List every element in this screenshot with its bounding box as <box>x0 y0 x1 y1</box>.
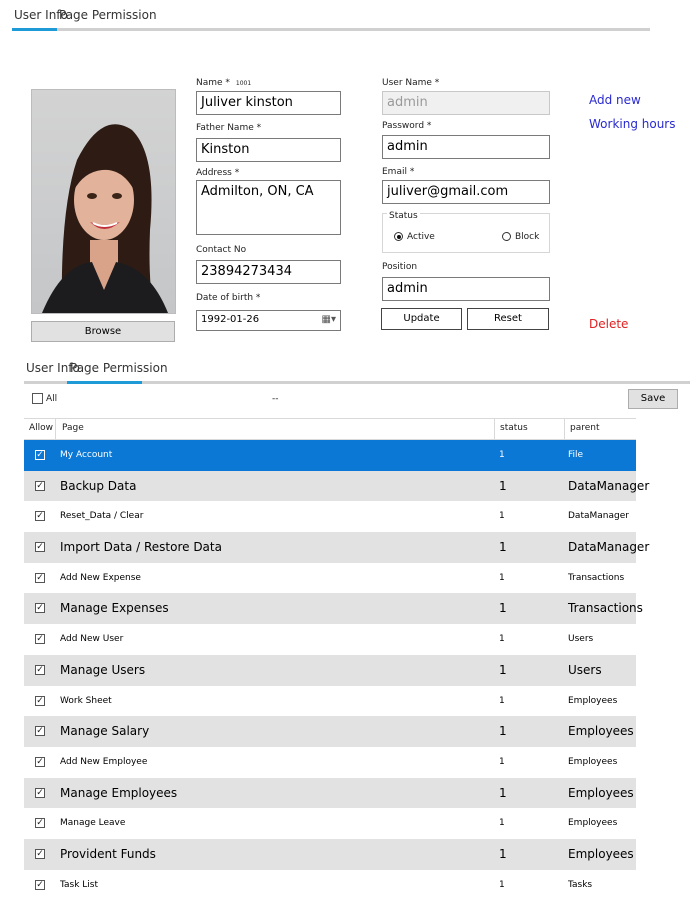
table-row[interactable] <box>24 532 650 563</box>
add-new-link[interactable]: Add new <box>589 93 641 107</box>
allow-checkbox[interactable]: ✓ <box>36 879 44 890</box>
cell-status: 1 <box>499 572 505 583</box>
cell-status: 1 <box>499 785 507 800</box>
table-row[interactable] <box>24 655 636 686</box>
active-tab-indicator <box>12 28 57 31</box>
password-field[interactable]: admin <box>382 135 550 159</box>
inner-tab-page-permission[interactable]: Page Permission <box>70 361 168 375</box>
cell-status: 1 <box>499 511 505 522</box>
tab-page-permission[interactable]: Page Permission <box>59 8 157 22</box>
table-row[interactable] <box>24 593 643 624</box>
calendar-dropdown-icon[interactable]: ▦▾ <box>321 314 336 325</box>
table-row[interactable] <box>24 839 636 870</box>
cell-page: Manage Leave <box>60 818 126 829</box>
allow-checkbox[interactable]: ✓ <box>36 695 44 706</box>
email-label: Email * <box>382 167 415 177</box>
table-row[interactable] <box>24 870 636 900</box>
cell-status: 1 <box>499 818 505 829</box>
select-all-checkbox[interactable] <box>32 393 43 404</box>
cell-page: Task List <box>60 879 99 890</box>
dob-value: 1992-01-26 <box>201 314 260 325</box>
contact-field[interactable]: 23894273434 <box>196 260 341 284</box>
dob-label: Date of birth * <box>196 293 261 303</box>
grid-body <box>24 440 650 900</box>
position-label: Position <box>382 262 418 272</box>
password-label: Password * <box>382 121 432 131</box>
cell-parent: Employees <box>568 818 618 829</box>
cell-parent: Transactions <box>568 572 625 583</box>
cell-page: Backup Data <box>60 478 137 493</box>
cell-page: Add New User <box>60 634 124 645</box>
col-allow[interactable]: Allow <box>29 423 54 433</box>
allow-checkbox[interactable]: ✓ <box>36 542 44 553</box>
col-divider <box>494 419 495 439</box>
table-row[interactable] <box>24 624 636 655</box>
table-row[interactable] <box>24 686 636 717</box>
cell-parent: Employees <box>568 785 634 800</box>
cell-page: Add New Employee <box>60 756 148 767</box>
table-row[interactable] <box>24 471 650 502</box>
status-active-label[interactable]: Active <box>407 232 435 242</box>
cell-page: My Account <box>60 450 113 460</box>
col-divider <box>55 419 56 439</box>
allow-checkbox[interactable]: ✓ <box>36 572 44 583</box>
tab-user-info[interactable]: User Info <box>14 8 68 22</box>
table-row[interactable] <box>24 808 636 839</box>
cell-status: 1 <box>499 634 505 645</box>
dob-picker[interactable] <box>196 310 341 331</box>
select-all-label: All <box>46 394 58 404</box>
cell-parent: Tasks <box>568 879 593 890</box>
working-hours-link[interactable]: Working hours <box>589 117 676 131</box>
table-row[interactable] <box>24 501 636 532</box>
allow-checkbox[interactable]: ✓ <box>36 480 44 491</box>
col-status[interactable]: status <box>500 423 528 433</box>
allow-checkbox[interactable]: ✓ <box>36 603 44 614</box>
cell-page: Add New Expense <box>60 572 141 583</box>
cell-parent: Employees <box>568 756 618 767</box>
status-active-radio[interactable] <box>394 232 403 241</box>
cell-page: Provident Funds <box>60 846 156 861</box>
address-field[interactable]: Admilton, ON, CA <box>196 180 341 235</box>
table-row[interactable] <box>24 716 636 747</box>
allow-checkbox[interactable]: ✓ <box>36 664 44 675</box>
table-row[interactable] <box>24 747 636 778</box>
cell-status: 1 <box>499 601 507 616</box>
address-label: Address * <box>196 168 240 178</box>
browse-button[interactable]: Browse <box>31 321 175 342</box>
allow-checkbox[interactable]: ✓ <box>36 726 44 737</box>
table-row[interactable] <box>24 563 636 594</box>
cell-parent: Employees <box>568 724 634 739</box>
cell-status: 1 <box>499 662 507 677</box>
cell-page: Manage Users <box>60 662 146 677</box>
inner-tab-user-info[interactable]: User Info <box>26 361 80 375</box>
cell-parent: DataManager <box>568 478 650 493</box>
allow-checkbox[interactable]: ✓ <box>36 511 44 522</box>
cell-status: 1 <box>499 478 507 493</box>
position-field[interactable]: admin <box>382 277 550 301</box>
cell-page: Manage Salary <box>60 724 150 739</box>
save-button[interactable]: Save <box>628 389 678 409</box>
col-page[interactable]: Page <box>62 423 84 433</box>
status-label: Status <box>389 211 418 221</box>
cell-page: Manage Expenses <box>60 601 169 616</box>
col-parent[interactable]: parent <box>570 423 600 433</box>
cell-status: 1 <box>499 540 507 555</box>
cell-page: Manage Employees <box>60 785 178 800</box>
grid-header <box>24 418 636 440</box>
inner-active-tab-indicator <box>67 381 142 384</box>
cell-status: 1 <box>499 846 507 861</box>
user-photo <box>31 89 176 314</box>
user-id: 1001 <box>235 80 252 87</box>
cell-parent: DataManager <box>568 511 629 522</box>
col-divider <box>564 419 565 439</box>
contact-label: Contact No <box>196 245 247 255</box>
table-row[interactable] <box>24 778 636 809</box>
toolbar-separator-text: -- <box>272 394 279 404</box>
cell-status: 1 <box>499 695 505 706</box>
cell-parent: File <box>568 450 584 460</box>
name-label: Name * 1001 <box>196 78 252 88</box>
allow-checkbox[interactable]: ✓ <box>36 450 44 460</box>
delete-link[interactable]: Delete <box>589 317 629 331</box>
update-button[interactable]: Update <box>381 308 462 330</box>
name-field[interactable]: Juliver kinston <box>196 91 341 115</box>
allow-checkbox[interactable]: ✓ <box>36 634 44 645</box>
permission-grid <box>24 418 650 900</box>
cell-status: 1 <box>499 724 507 739</box>
cell-page: Import Data / Restore Data <box>60 540 222 555</box>
cell-status: 1 <box>499 879 505 890</box>
username-field: admin <box>382 91 550 115</box>
cell-page: Work Sheet <box>60 695 112 706</box>
tab-strip-rule <box>12 28 650 31</box>
cell-status: 1 <box>499 756 505 767</box>
status-block-label[interactable]: Block <box>515 232 540 242</box>
email-field[interactable]: juliver@gmail.com <box>382 180 550 204</box>
reset-button[interactable]: Reset <box>467 308 549 330</box>
status-block-radio[interactable] <box>502 232 511 241</box>
cell-parent: Employees <box>568 846 634 861</box>
father-name-label: Father Name * <box>196 123 262 133</box>
allow-checkbox[interactable]: ✓ <box>36 787 44 798</box>
cell-parent: Users <box>568 662 602 677</box>
cell-status: 1 <box>499 450 505 460</box>
username-label: User Name * <box>382 78 440 88</box>
cell-page: Reset_Data / Clear <box>60 511 144 522</box>
cell-parent: DataManager <box>568 540 650 555</box>
cell-parent: Users <box>568 634 594 645</box>
allow-checkbox[interactable]: ✓ <box>36 818 44 829</box>
cell-parent: Employees <box>568 695 618 706</box>
allow-checkbox[interactable]: ✓ <box>36 848 44 859</box>
table-row[interactable] <box>24 440 636 471</box>
cell-parent: Transactions <box>568 601 643 616</box>
allow-checkbox[interactable]: ✓ <box>36 756 44 767</box>
father-name-field[interactable]: Kinston <box>196 138 341 162</box>
